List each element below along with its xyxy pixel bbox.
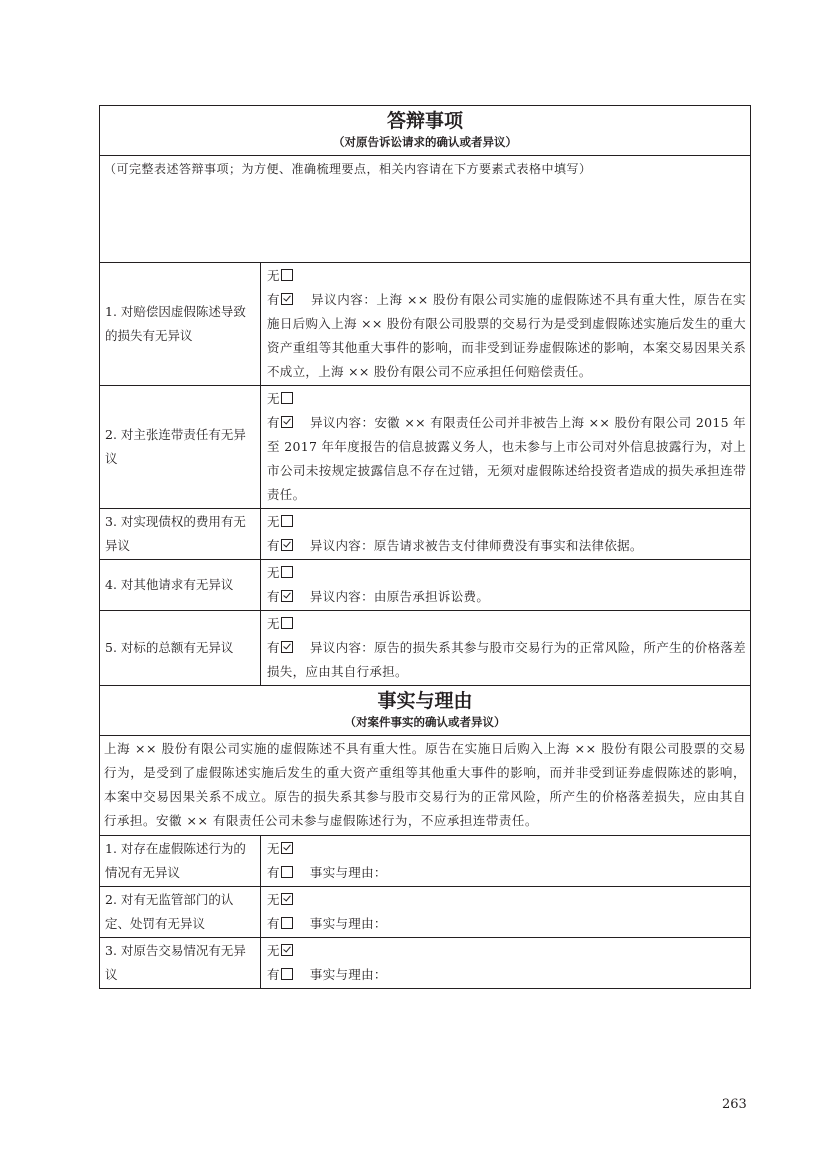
defense-item-answer [261, 509, 751, 560]
option-has-label: 有 [267, 589, 280, 604]
facts-item-label: 1. 对存在虚假陈述行为的情况有无异议 [100, 836, 261, 887]
facts-section-subtitle: （对案件事实的确认或者异议） [344, 715, 506, 729]
checkbox-none[interactable] [281, 617, 293, 629]
option-none [267, 888, 746, 912]
defense-section-header-row [100, 106, 751, 156]
defense-item-row [100, 560, 751, 611]
checkbox-none[interactable] [281, 515, 293, 527]
defense-hint-text: （可完整表述答辩事项；为方便、准确梳理要点，相关内容请在下方要素式表格中填写） [100, 156, 751, 263]
objection-prefix: 异议内容： [310, 415, 375, 430]
facts-section-header [100, 686, 751, 736]
option-none-label: 无 [267, 616, 280, 631]
option-none [267, 510, 746, 534]
defense-item-answer [261, 386, 751, 509]
objection-content: 原告的损失系其参与股市交易行为的正常风险，所产生的价格落差损失，应由其自行承担。 [267, 640, 746, 679]
option-none [267, 264, 746, 288]
facts-item-label: 2. 对有无监管部门的认定、处罚有无异议 [100, 887, 261, 938]
defense-item-row [100, 386, 751, 509]
defense-hint-row [100, 156, 751, 263]
facts-item-answer [261, 836, 751, 887]
defense-item-row [100, 611, 751, 686]
option-none [267, 939, 746, 963]
option-none [267, 612, 746, 636]
checkbox-none[interactable] [281, 269, 293, 281]
checkbox-has-checked[interactable] [281, 416, 293, 428]
facts-section-title: 事实与理由 [377, 690, 473, 712]
facts-reason-prefix: 事实与理由： [309, 916, 387, 931]
page-number: 263 [722, 1097, 747, 1112]
defense-section-header [100, 106, 751, 156]
objection-prefix: 异议内容： [310, 640, 375, 655]
defense-item-row [100, 509, 751, 560]
objection-content: 由原告承担诉讼费。 [373, 589, 490, 604]
option-has-label: 有 [267, 292, 281, 307]
option-none-label: 无 [267, 943, 280, 958]
option-has [267, 636, 746, 684]
facts-statement-row [100, 736, 751, 836]
checkbox-none-checked[interactable] [281, 944, 293, 956]
option-has [267, 534, 746, 558]
facts-item-answer [261, 938, 751, 989]
facts-item-answer [261, 887, 751, 938]
objection-prefix: 异议内容： [311, 292, 377, 307]
facts-reason-prefix: 事实与理由： [309, 865, 387, 880]
option-has-label: 有 [267, 865, 280, 880]
defense-item-label: 2. 对主张连带责任有无异议 [100, 386, 261, 509]
defense-item-label: 5. 对标的总额有无异议 [100, 611, 261, 686]
facts-reason-prefix: 事实与理由： [309, 967, 387, 982]
objection-content: 安徽 ×× 有限责任公司并非被告上海 ×× 股份有限公司 2015 年至 2017 年年度报告的信息披露义务人，也未参与上市公司对外信息披露行为，对上市公司未按规定披露信息不存在过错，无须对虚假陈述给投资者造成的损失承担连带责任。 [267, 415, 746, 502]
defense-form-table [99, 105, 751, 989]
option-none-label: 无 [267, 514, 280, 529]
checkbox-has-checked[interactable] [281, 590, 293, 602]
option-has [267, 861, 746, 885]
defense-section-title: 答辩事项 [386, 110, 463, 132]
option-has [267, 585, 746, 609]
option-has-label: 有 [267, 415, 280, 430]
option-has [267, 912, 746, 936]
checkbox-none-checked[interactable] [281, 893, 293, 905]
facts-item-label: 3. 对原告交易情况有无异议 [100, 938, 261, 989]
checkbox-has[interactable] [281, 968, 293, 980]
facts-section-header-row [100, 686, 751, 736]
option-none-label: 无 [267, 391, 280, 406]
option-has [267, 288, 746, 384]
facts-statement: 上海 ×× 股份有限公司实施的虚假陈述不具有重大性。原告在实施日后购入上海 ×× 股份有限公司股票的交易行为，是受到了虚假陈述实施后发生的重大资产重组等其他重大事件的影响，而并非受到证券虚假陈述的影响，本案中交易因果关系不成立。原告的损失系其参与股市交易行为的正常风险，所产生的价格落差损失，应由其自行承担。安徽 ×× 有限责任公司未参与虚假陈述行为，不应承担连带责任。 [100, 736, 751, 836]
option-has [267, 411, 746, 507]
option-none-label: 无 [267, 565, 280, 580]
facts-item-row [100, 938, 751, 989]
checkbox-none-checked[interactable] [281, 842, 293, 854]
option-none [267, 387, 746, 411]
facts-item-row [100, 887, 751, 938]
defense-item-answer [261, 611, 751, 686]
option-has [267, 963, 746, 987]
checkbox-has-checked[interactable] [281, 641, 293, 653]
option-none [267, 837, 746, 861]
checkbox-has-checked[interactable] [281, 293, 293, 305]
objection-prefix: 异议内容： [309, 589, 374, 604]
option-none [267, 561, 746, 585]
objection-content: 上海 ×× 股份有限公司实施的虚假陈述不具有重大性，原告在实施日后购入上海 ×× 股份有限公司股票的交易行为是受到虚假陈述实施后发生的重大资产重组等其他重大事件的影响，而非受到证券虚假陈述的影响，本案交易因果关系不成立，上海 ×× 股份有限公司不应承担任何赔偿责任。 [267, 292, 746, 379]
facts-item-row [100, 836, 751, 887]
checkbox-none[interactable] [281, 392, 293, 404]
defense-item-label: 4. 对其他请求有无异议 [100, 560, 261, 611]
objection-content: 原告请求被告支付律师费没有事实和法律依据。 [373, 538, 643, 553]
checkbox-has[interactable] [281, 866, 293, 878]
document-page [99, 105, 750, 989]
objection-prefix: 异议内容： [309, 538, 374, 553]
checkbox-has[interactable] [281, 917, 293, 929]
defense-item-answer [261, 263, 751, 386]
option-none-label: 无 [267, 268, 280, 283]
option-has-label: 有 [267, 640, 280, 655]
option-has-label: 有 [267, 967, 280, 982]
option-none-label: 无 [267, 892, 280, 907]
option-has-label: 有 [267, 538, 280, 553]
defense-item-answer [261, 560, 751, 611]
defense-item-label: 1. 对赔偿因虚假陈述导致的损失有无异议 [100, 263, 261, 386]
checkbox-has-checked[interactable] [281, 539, 293, 551]
option-has-label: 有 [267, 916, 280, 931]
defense-item-label: 3. 对实现债权的费用有无异议 [100, 509, 261, 560]
defense-section-subtitle: （对原告诉讼请求的确认或者异议） [333, 135, 517, 149]
defense-item-row [100, 263, 751, 386]
option-none-label: 无 [267, 841, 280, 856]
checkbox-none[interactable] [281, 566, 293, 578]
